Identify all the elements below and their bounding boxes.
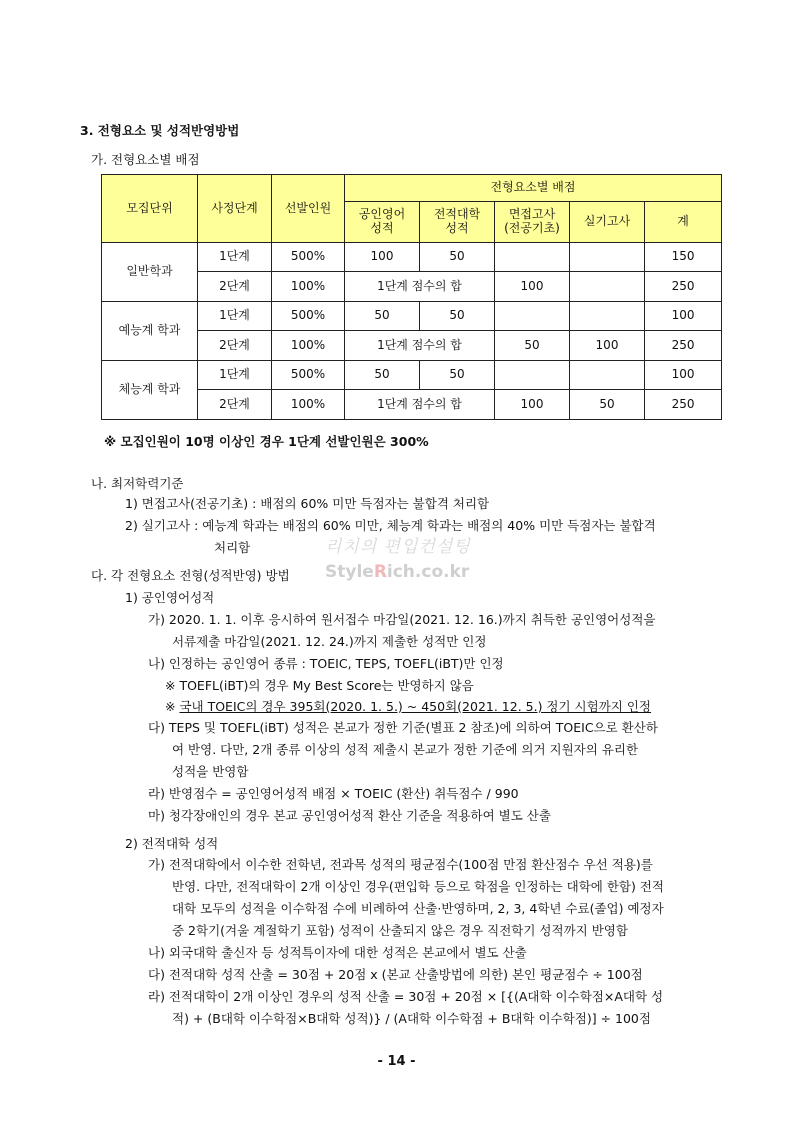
practical-cell — [570, 272, 645, 302]
ratio-cell: 100% — [272, 272, 345, 302]
english-item-da: 다) TEPS 및 TOEFL(iBT) 성적은 본교가 정한 기준(별표 2 참조)에 의하여 TOEIC으로 환산하 — [148, 720, 658, 735]
practical-cell: 50 — [570, 390, 645, 420]
reference-mark: ※ — [165, 699, 180, 714]
interview-cell — [495, 243, 570, 272]
prev-college-item-ra-cont: 적) + (B대학 이수학점×B대학 성적)} / (A대학 이수학점 + B대학 이수학점)] ÷ 100점 — [172, 1011, 651, 1026]
watermark-logo-part: ich.co.kr — [386, 562, 470, 582]
practical-cell — [570, 361, 645, 390]
english-cell: 50 — [345, 302, 420, 331]
ratio-cell: 500% — [272, 361, 345, 390]
practical-cell — [570, 302, 645, 331]
interview-cell — [495, 302, 570, 331]
english-item-ma: 마) 청각장애인의 경우 본교 공인영어성적 환산 기준을 적용하여 별도 산출 — [148, 808, 551, 823]
total-cell: 100 — [645, 302, 722, 331]
merged-stage1-cell: 1단계 점수의 합 — [345, 390, 495, 420]
english-item-ra: 라) 반영점수 = 공인영어성적 배점 × TOEIC (환산) 취득점수 / 990 — [148, 786, 519, 801]
total-cell: 100 — [645, 361, 722, 390]
english-item-da-cont: 성적을 반영함 — [172, 764, 249, 779]
score-table — [101, 174, 722, 420]
prev-college-item-ga-cont: 중 2학기(겨울 계절학기 포함) 성적이 산출되지 않은 경우 직전학기 성적까지 반영함 — [172, 923, 628, 938]
merged-stage1-cell: 1단계 점수의 합 — [345, 331, 495, 361]
unit-cell: 체능계 학과 — [102, 361, 198, 420]
ratio-cell: 500% — [272, 243, 345, 272]
subsection-da-title: 다. 각 전형요소 전형(성적반영) 방법 — [91, 568, 290, 583]
english-item-da-cont: 여 반영. 다만, 2개 종류 이상의 성적 제출시 본교가 정한 기준에 의거 지원자의 유리한 — [172, 742, 639, 757]
table-row — [102, 302, 722, 331]
table-row — [102, 243, 722, 272]
unit-cell: 예능계 학과 — [102, 302, 198, 361]
watermark-logo-r: R — [373, 562, 387, 582]
header-prev-college: 전적대학 성적 — [420, 202, 495, 243]
section-title: 3. 전형요소 및 성적반영방법 — [80, 123, 240, 138]
na-item-2-cont: 처리함 — [214, 540, 251, 555]
prev-college-item-ga-cont: 반영. 다만, 전적대학이 2개 이상인 경우(편입학 등으로 학점을 인정하는 대학에 한함) 전적 — [172, 879, 664, 894]
merged-stage1-cell: 1단계 점수의 합 — [345, 272, 495, 302]
prev-college-item-ga-cont: 대학 모두의 성적을 이수학점 수에 비례하여 산출·반영하며, 2, 3, 4학년 수료(졸업) 예정자 — [172, 901, 664, 916]
english-cell: 100 — [345, 243, 420, 272]
english-note-1: ※ TOEFL(iBT)의 경우 My Best Score는 반영하지 않음 — [165, 678, 474, 693]
header-practical: 실기고사 — [570, 202, 645, 243]
english-item-ga-cont: 서류제출 마감일(2021. 12. 24.)까지 제출한 성적만 인정 — [172, 634, 487, 649]
prev-college-item-na: 나) 외국대학 출신자 등 성적특이자에 대한 성적은 본교에서 별도 산출 — [148, 945, 527, 960]
prev-college-section-title: 2) 전적대학 성적 — [125, 836, 219, 851]
prev-college-cell: 50 — [420, 302, 495, 331]
prev-college-item-ga: 가) 전적대학에서 이수한 전학년, 전과목 성적의 평균점수(100점 만점 환산점수 우선 적용)를 — [148, 857, 653, 872]
table-row — [102, 361, 722, 390]
subsection-na-title: 나. 최저학력기준 — [91, 476, 184, 491]
interview-cell: 100 — [495, 390, 570, 420]
prev-college-cell: 50 — [420, 243, 495, 272]
practical-cell — [570, 243, 645, 272]
stage-cell: 2단계 — [198, 272, 272, 302]
english-item-ga: 가) 2020. 1. 1. 이후 응시하여 원서접수 마감일(2021. 12. 16.)까지 취득한 공인영어성적을 — [148, 612, 656, 627]
total-cell: 250 — [645, 272, 722, 302]
toeic-period-text: 국내 TOEIC의 경우 395회(2020. 1. 5.) ~ 450회(2021. 12. 5.) 정기 시험까지 인정 — [179, 699, 651, 714]
ratio-cell: 100% — [272, 390, 345, 420]
english-section-title: 1) 공인영어성적 — [125, 590, 215, 605]
ratio-cell: 100% — [272, 331, 345, 361]
header-english: 공인영어 성적 — [345, 202, 420, 243]
page-number: - 14 - — [377, 1054, 416, 1069]
interview-cell — [495, 361, 570, 390]
total-cell: 250 — [645, 331, 722, 361]
english-note-2 — [165, 697, 651, 715]
total-cell: 150 — [645, 243, 722, 272]
header-interview: 면접고사 (전공기초) — [495, 202, 570, 243]
watermark-logo — [325, 562, 469, 582]
prev-college-item-ra: 라) 전적대학이 2개 이상인 경우의 성적 산출 = 30점 + 20점 × [{(A대학 이수학점×A대학 성 — [148, 989, 664, 1004]
practical-cell: 100 — [570, 331, 645, 361]
watermark-text: 리치의 편입컨설팅 — [325, 537, 471, 557]
subsection-ga-title: 가. 전형요소별 배점 — [91, 152, 200, 167]
selection-note: ※ 모집인원이 10명 이상인 경우 1단계 선발인원은 300% — [104, 434, 429, 449]
stage-cell: 1단계 — [198, 302, 272, 331]
header-score-group: 전형요소별 배점 — [345, 175, 722, 202]
ratio-cell: 500% — [272, 302, 345, 331]
header-unit: 모집단위 — [102, 175, 198, 243]
header-stage: 사정단계 — [198, 175, 272, 243]
prev-college-cell: 50 — [420, 361, 495, 390]
total-cell: 250 — [645, 390, 722, 420]
header-total: 계 — [645, 202, 722, 243]
stage-cell: 1단계 — [198, 243, 272, 272]
na-item-1: 1) 면접고사(전공기초) : 배점의 60% 미만 득점자는 불합격 처리함 — [125, 496, 490, 511]
interview-cell: 50 — [495, 331, 570, 361]
header-ratio: 선발인원 — [272, 175, 345, 243]
english-item-na: 나) 인정하는 공인영어 종류 : TOEIC, TEPS, TOEFL(iBT)만 인정 — [148, 656, 504, 671]
na-item-2: 2) 실기고사 : 예능계 학과는 배점의 60% 미만, 체능계 학과는 배점의 40% 미만 득점자는 불합격 — [125, 518, 656, 533]
stage-cell: 2단계 — [198, 331, 272, 361]
stage-cell: 1단계 — [198, 361, 272, 390]
interview-cell: 100 — [495, 272, 570, 302]
watermark-logo-part: Style — [325, 562, 374, 582]
stage-cell: 2단계 — [198, 390, 272, 420]
unit-cell: 일반학과 — [102, 243, 198, 302]
english-cell: 50 — [345, 361, 420, 390]
prev-college-item-da: 다) 전적대학 성적 산출 = 30점 + 20점 x (본교 산출방법에 의한) 본인 평균점수 ÷ 100점 — [148, 967, 643, 982]
